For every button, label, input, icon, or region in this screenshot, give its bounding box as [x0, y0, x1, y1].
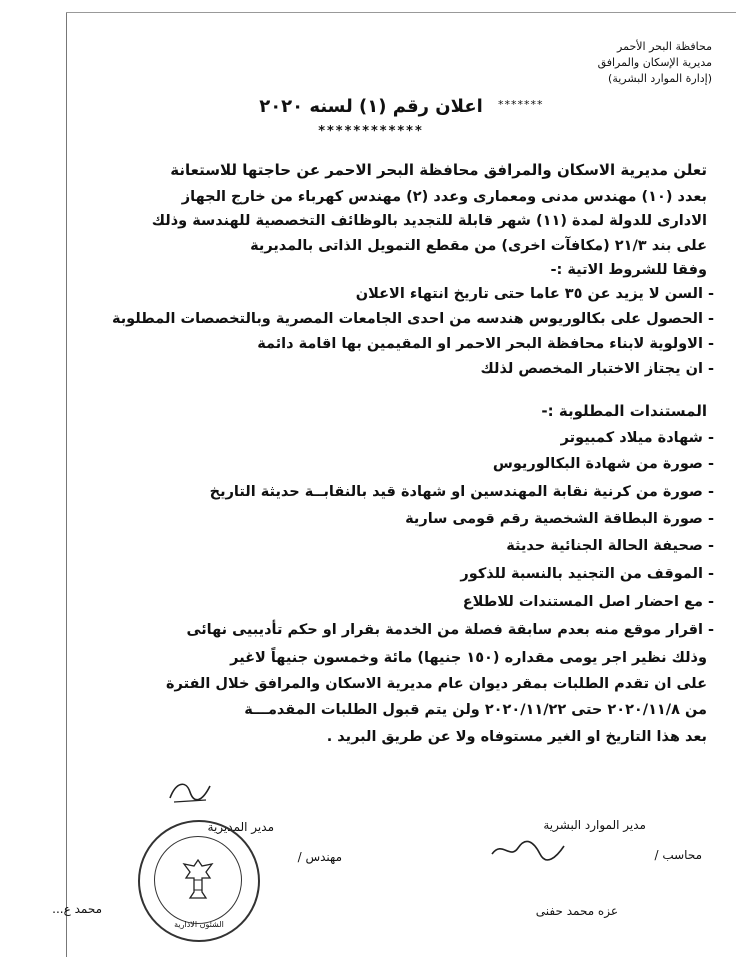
announcement-title: اعلان رقم (١) لسنه ٢٠٢٠	[259, 96, 483, 117]
hr-signature	[488, 838, 568, 864]
intro-line: بعدد (١٠) مهندس مدنى ومعمارى وعدد (٢) مهندس كهرباء من خارج الجهاز	[181, 189, 707, 205]
hr-name: عزه محمد حفنى	[535, 904, 618, 918]
document-item: - اقرار موقع منه بعدم سابقة فصلة من الخدمة بقرار او حكم تأديبيى نهائى	[186, 622, 714, 638]
documents-heading: المستندات المطلوبة :-	[541, 402, 707, 420]
director-role: مهندس /	[297, 850, 342, 864]
intro-line: وفقا للشروط الاتية :-	[550, 262, 707, 278]
closing-line: على ان تقدم الطلبات بمقر ديوان عام مديرية الاسكان والمرافق خلال الفترة	[166, 676, 707, 692]
document-item: - صحيفة الحالة الجنائية حديثة	[506, 538, 714, 554]
header-stars: *******	[498, 98, 544, 111]
document-item: - مع احضار اصل المستندات للاطلاع	[462, 594, 714, 610]
document-item: - صورة من كرنية نقابة المهندسين او شهادة قيد بالنقابــة حديثة التاريخ	[209, 484, 714, 500]
director-name: محمد ع...	[52, 902, 102, 916]
document-item: - شهادة ميلاد كمبيوتر	[560, 430, 714, 446]
eagle-icon	[178, 856, 218, 902]
intro-line: الادارى للدولة لمدة (١١) شهر قابلة للتجديد بالوظائف التخصصية للهندسة وذلك	[151, 213, 707, 229]
document-item: - الموقف من التجنيد بالنسبة للذكور	[460, 566, 714, 582]
seal-label: الشئون الادارية	[174, 920, 224, 929]
closing-line: بعد هذا التاريخ او الغير مستوفاه ولا عن طريق البريد .	[326, 729, 707, 745]
hr-director-title: مدير الموارد البشرية	[543, 818, 646, 832]
hr-role: محاسب /	[654, 848, 702, 862]
intro-line: على بند ٢١/٣ (مكافآت اخرى) من مقطع التمويل الذاتى بالمديرية	[250, 238, 707, 254]
condition-item: - ان يجتاز الاختبار المخصص لذلك	[480, 361, 714, 377]
condition-item: - الحصول على بكالوريوس هندسه من احدى الجامعات المصرية وبالتخصصات المطلوبة	[111, 311, 714, 327]
intro-line: تعلن مديرية الاسكان والمرافق محافظة البحر الاحمر عن حاجتها للاستعانة	[170, 161, 707, 179]
condition-item: - الاولوية لابناء محافظة البحر الاحمر او المقيمين بها اقامة دائمة	[257, 336, 714, 352]
page-border-left	[66, 12, 67, 957]
condition-item: - السن لا يزيد عن ٣٥ عاما حتى تاريخ انتهاء الاعلان	[355, 286, 714, 302]
document-item: - صورة البطاقة الشخصية رقم قومى سارية	[405, 511, 714, 527]
title-stars: ************	[318, 124, 424, 139]
closing-line: وذلك نظير اجر يومى مقداره (١٥٠ جنيها) مائة وخمسون جنيهاً لاغير	[230, 650, 707, 666]
document-item: - صورة من شهادة البكالوريوس	[492, 456, 714, 472]
header-governorate: محافظة البحر الأحمر	[617, 40, 712, 53]
director-initials-scribble	[166, 776, 214, 806]
page-border-top	[66, 12, 736, 13]
header-directorate: مديرية الإسكان والمرافق	[597, 56, 712, 69]
directorate-director-title: مدير المديرية	[207, 820, 274, 834]
closing-line: من ٢٠٢٠/١١/٨ حتى ٢٠٢٠/١١/٢٢ ولن يتم قبول الطلبات المقدمـــة	[244, 702, 707, 718]
official-seal	[138, 820, 260, 942]
header-department: (إدارة الموارد البشرية)	[608, 72, 712, 85]
